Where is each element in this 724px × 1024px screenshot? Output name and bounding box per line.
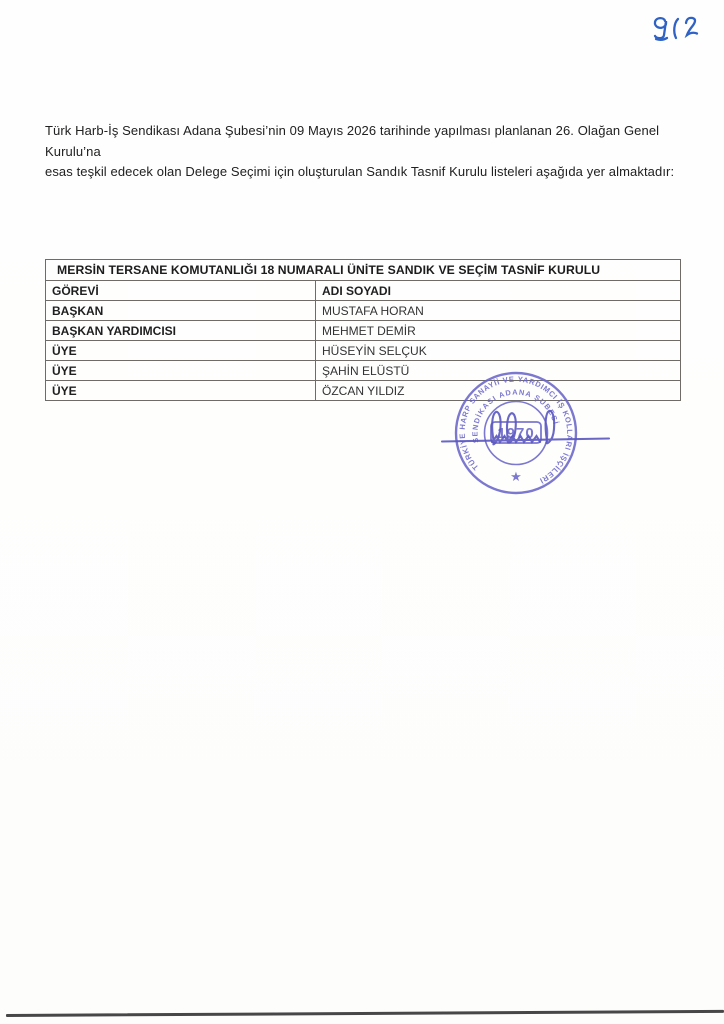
stamp-inner-text: SENDİKASI ADANA ŞUBESİ bbox=[470, 387, 561, 444]
table-title: MERSİN TERSANE KOMUTANLIĞI 18 NUMARALI ÜNİTE SANDIK VE SEÇİM TASNİF KURULU bbox=[46, 260, 681, 281]
pen-scribble-icon bbox=[632, 8, 712, 52]
col-header-name: ADI SOYADI bbox=[316, 281, 681, 301]
role-cell: BAŞKAN YARDIMCISI bbox=[46, 321, 316, 341]
scan-edge-line bbox=[6, 1010, 724, 1017]
name-cell: ÖZCAN YILDIZ bbox=[316, 381, 681, 401]
intro-paragraph bbox=[45, 121, 695, 183]
intro-line-2: esas teşkil edecek olan Delege Seçimi için oluşturulan Sandık Tasnif Kurulu listeleri aşağıda yer almaktadır: bbox=[45, 164, 675, 179]
table-row bbox=[46, 321, 681, 341]
handwritten-note bbox=[632, 8, 712, 52]
name-cell: MUSTAFA HORAN bbox=[316, 301, 681, 321]
stamp-year: 1970 bbox=[497, 425, 535, 442]
role-cell: ÜYE bbox=[46, 381, 316, 401]
role-cell: ÜYE bbox=[46, 341, 316, 361]
col-header-role: GÖREVİ bbox=[46, 281, 316, 301]
name-cell: ŞAHİN ELÜSTÜ bbox=[316, 361, 681, 381]
role-cell: BAŞKAN bbox=[46, 301, 316, 321]
union-stamp bbox=[428, 345, 620, 525]
table-row bbox=[46, 301, 681, 321]
name-cell: HÜSEYİN SELÇUK bbox=[316, 341, 681, 361]
stamp-outer-text: TÜRKİYE HARP SANAYİİ VE YARDIMCI İŞ KOLLARI İŞÇİLERİ bbox=[457, 374, 575, 486]
name-cell: MEHMET DEMİR bbox=[316, 321, 681, 341]
role-cell: ÜYE bbox=[46, 361, 316, 381]
star-icon: ★ bbox=[510, 469, 522, 484]
table-header-row bbox=[46, 281, 681, 301]
table-title-row bbox=[46, 260, 681, 281]
intro-line-1: Türk Harb-İş Sendikası Adana Şubesi’nin 09 Mayıs 2026 tarihinde yapılması planlanan 26. Olağan Genel Kurulu’na bbox=[45, 123, 660, 159]
